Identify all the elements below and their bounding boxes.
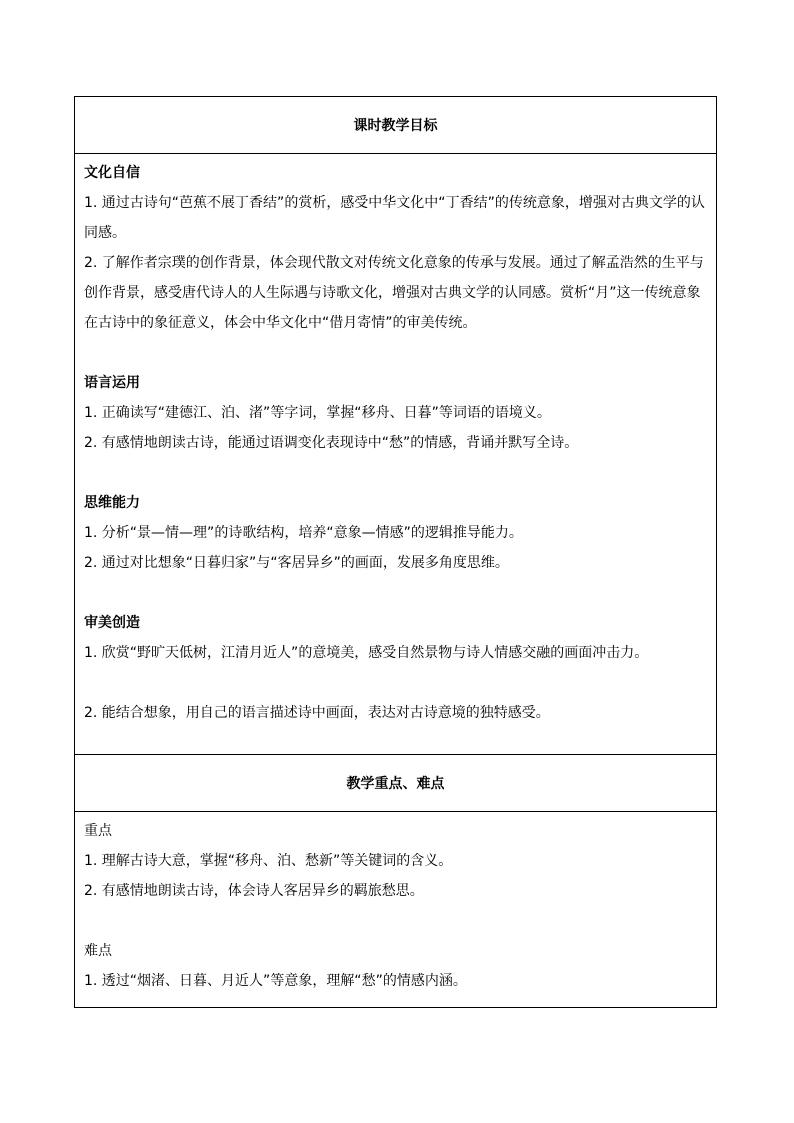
- spacer: [84, 906, 708, 936]
- difficulties-heading: 难点: [84, 943, 112, 959]
- key-points-heading: 重点: [84, 823, 112, 839]
- key-points-item-2: 2. 有感情地朗读古诗，体会诗人客居异乡的羁旅愁思。: [84, 883, 424, 899]
- spacer: [84, 338, 708, 368]
- thinking-ability-heading: 思维能力: [84, 495, 140, 511]
- spacer: [84, 458, 708, 488]
- thinking-ability-item-1: 1. 分析“景—情—理”的诗歌结构，培养“意象—情感”的逻辑推导能力。: [84, 525, 523, 541]
- culture-confidence-item-2: 2. 了解作者宗璞的创作背景，体会现代散文对传统文化意象的传承与发展。通过了解孟浩然的生平与创作背景，感受唐代诗人的人生际遇与诗歌文化，增强对古典文学的认同感。赏析“月”这一传统意象在古诗中的象征意义，体会中华文化中“借月寄情”的审美传统。: [84, 255, 704, 331]
- key-points-section-title: [75, 755, 716, 812]
- difficulties-item-1: 1. 透过“烟渚、日暮、月近人”等意象，理解“愁”的情感内涵。: [84, 973, 467, 989]
- objectives-section-body: [75, 154, 716, 755]
- key-points-section-body: [75, 812, 716, 1007]
- culture-confidence-heading: 文化自信: [84, 165, 140, 181]
- aesthetic-creation-item-2: 2. 能结合想象，用自己的语言描述诗中画面，表达对古诗意境的独特感受。: [84, 705, 550, 721]
- thinking-ability-item-2: 2. 通过对比想象“日暮归家”与“客居异乡”的画面，发展多角度思维。: [84, 555, 509, 571]
- culture-confidence-item-1: 1. 通过古诗句“芭蕉不展丁香结”的赏析，感受中华文化中“丁香结”的传统意象，增强对古典文学的认同感。: [84, 195, 705, 241]
- lesson-plan-table: [74, 96, 717, 1008]
- language-use-item-2: 2. 有感情地朗读古诗，能通过语调变化表现诗中“愁”的情感，背诵并默写全诗。: [84, 435, 579, 451]
- aesthetic-creation-heading: 审美创造: [84, 615, 140, 631]
- spacer: [84, 578, 708, 608]
- key-points-item-1: 1. 理解古诗大意，掌握“移舟、泊、愁新”等关键词的含义。: [84, 853, 453, 869]
- language-use-heading: 语言运用: [84, 375, 140, 391]
- objectives-title-text: 课时教学目标: [353, 118, 438, 134]
- key-points-title-text: 教学重点、难点: [346, 776, 445, 792]
- objectives-section-title: [75, 97, 716, 154]
- aesthetic-creation-item-1: 1. 欣赏“野旷天低树，江清月近人”的意境美，感受自然景物与诗人情感交融的画面冲击力。: [84, 645, 649, 661]
- language-use-item-1: 1. 正确读写“建德江、泊、渚”等字词，掌握“移舟、日暮”等词语的语境义。: [84, 405, 551, 421]
